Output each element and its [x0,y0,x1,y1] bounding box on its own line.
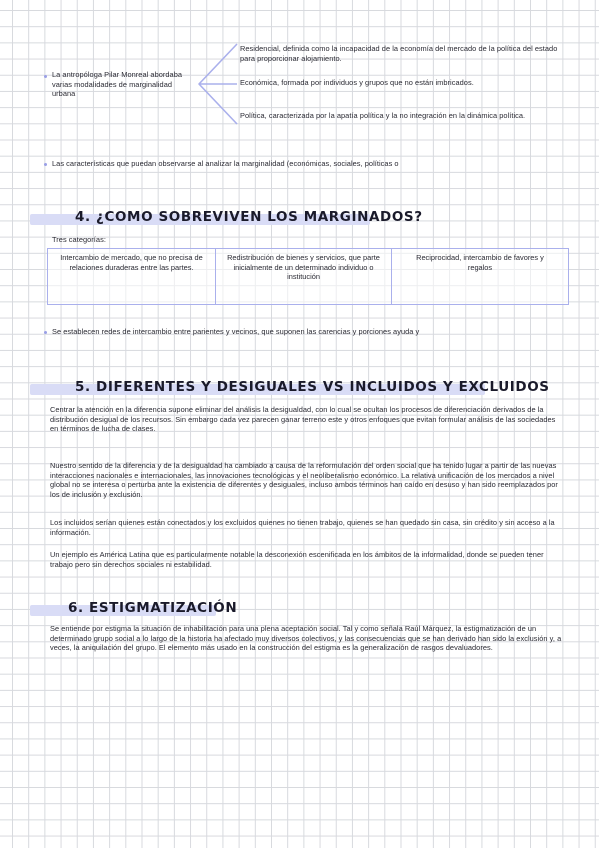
section-4-heading: 4. ¿COMO SOBREVIVEN LOS MARGINADOS? [75,209,423,225]
brace-connector [195,40,239,130]
bullet-dot [44,163,47,166]
section-6-heading: 6. ESTIGMATIZACIÓN [68,600,238,616]
categories-table [47,248,569,305]
modality-residencial: Residencial, definida como la incapacidad de la economía del mercado de la política del estado para proporcionar alojamiento. [240,44,558,63]
table-cell: Redistribución de bienes y servicios, que parte inicialmente de un determinado individuo o institución [216,249,392,304]
section-6-paragraph: Se entiende por estigma la situación de inhabilitación para una plena aceptación social. Tal y como señala Raúl Márquez, la estigmatización de un determinado grupo social a lo largo de la historia ha afectado muy diversos colectivos, y las consecuencias que se han derivado han sido la exclusión y, a veces, la aniquilación del grupo. El elemento más usado en la construcción del estigma es la generalización de rasgos devaluadores. [50,624,562,653]
section-5-paragraph: Nuestro sentido de la diferencia y de la desigualdad ha cambiado a causa de la reformulación del orden social que ha tenido lugar a partir de las nuevas interacciones nacionales e internacionales, las innovaciones tecnológicas y el neoliberalismo económico. La relativa unificación de los mercados a nivel global no se interesa o perturba ante la existencia de diferentes y desiguales, incluso ambos términos han caído en desuso y han sido reemplazados por los de inclusión y exclusión. [50,461,558,499]
table-cell: Reciprocidad, intercambio de favores y regalos [416,253,544,272]
section-5-paragraph: Los incluidos serían quienes están conectados y los excluidos quienes no tienen trabajo, quienes se han quedado sin casa, sin crédito y sin acceso a la información. [50,518,555,537]
network-note: Se establecen redes de intercambio entre parientes y vecinos, que suponen las carencias y porciones ayuda y [52,327,420,336]
modality-economica: Económica, formada por individuos y grupos que no están imbricados. [240,78,474,87]
section-5-heading: 5. DIFERENTES Y DESIGUALES VS INCLUIDOS Y EXCLUIDOS [75,379,550,395]
section-5-paragraph: Centrar la atención en la diferencia supone eliminar del análisis la desigualdad, con lo cual se ocultan los procesos de diferenciación derivados de la distribución desigual de los recursos. Sin embargo cada vez parecen ganar terreno este y otros enfoques que evitan formular análisis de las sociedades en términos de lucha de clases. [50,405,556,434]
categories-label: Tres categorías: [52,235,106,244]
modality-politica: Política, caracterizada por la apatía política y la no integración en la dinámica política. [240,111,526,120]
characteristics-text: Las características que puedan observarse al analizar la marginalidad (económicas, sociales, políticas o [52,159,399,168]
bullet-dot [44,331,47,334]
author-text: La antropóloga Pilar Monreal abordaba varias modalidades de marginalidad urbana [52,70,183,99]
section-5-paragraph: Un ejemplo es América Latina que es particularmente notable la desconexión escenificada en los ámbitos de la informalidad, donde se pueden tener trabajo pero sin derechos sociales ni estabilidad. [50,550,544,569]
bullet-dot [44,75,47,78]
table-cell: Intercambio de mercado, que no precisa de relaciones duraderas entre las partes. [48,249,216,304]
